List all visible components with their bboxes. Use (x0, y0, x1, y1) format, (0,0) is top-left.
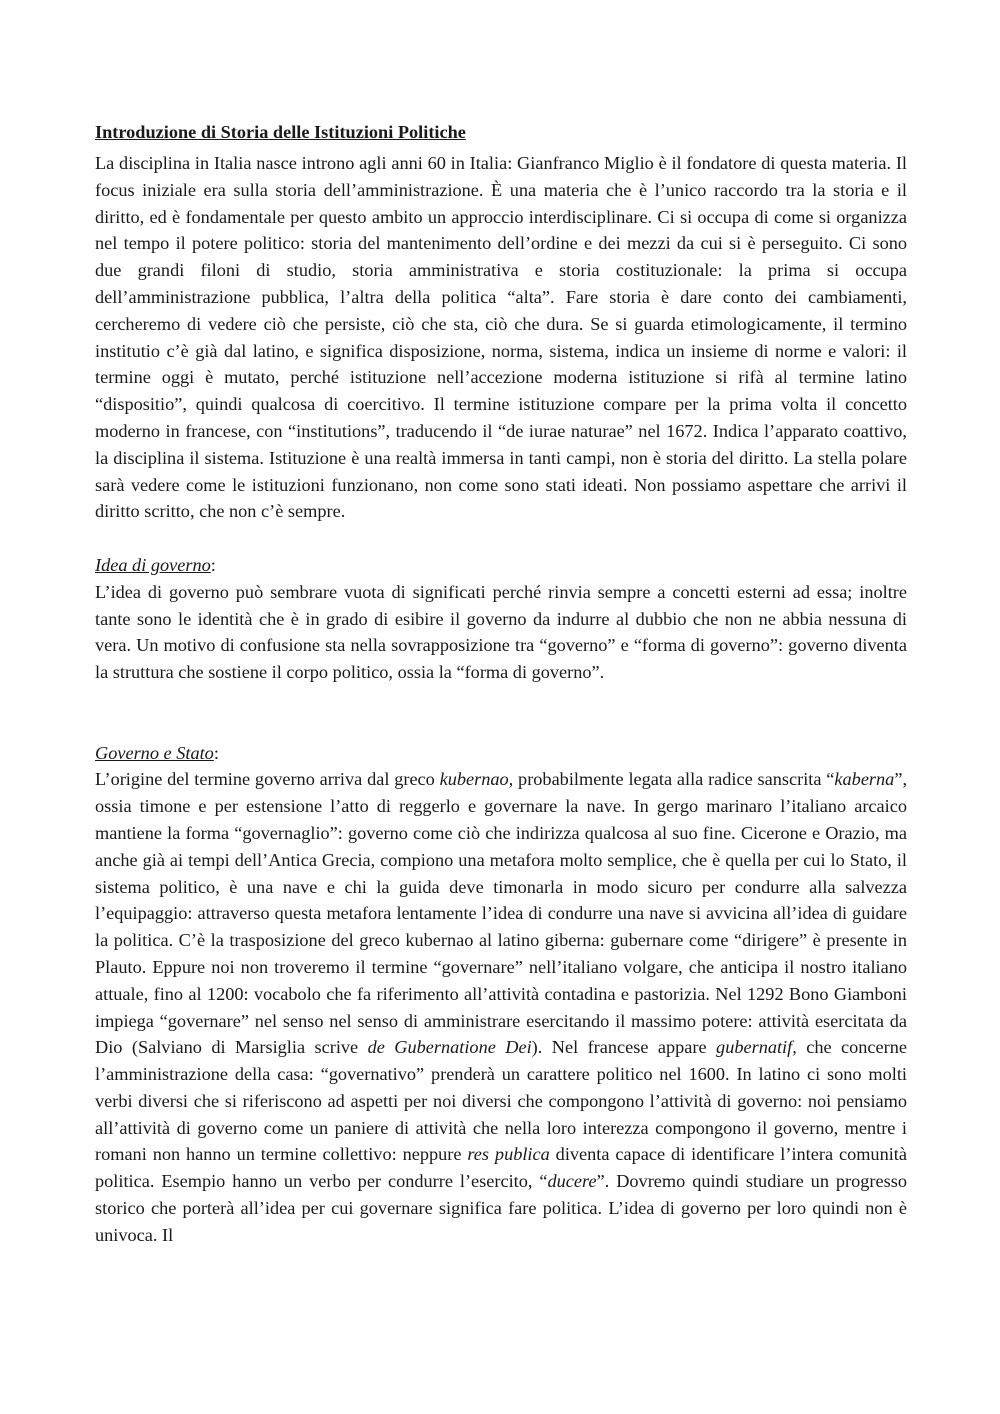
section-heading-governo-e-stato: Governo e Stato (95, 742, 214, 763)
body-text: che concerne l’amministrazione della casa: “governativo” prenderà un carattere politico nel 1600. In latino ci sono molti verbi diversi che si riferiscono ad aspetti per noi diversi che compongono l’attività di governo: noi pensiamo all’attività di governo come un paniere di attività che nella loro interezza compongono il governo, mentre i romani non hanno un termine collettivo: neppure (95, 1037, 907, 1165)
section-spacer (95, 686, 907, 740)
section-heading-idea-di-governo: Idea di governo (95, 554, 211, 575)
section-governo-e-stato-body (95, 766, 907, 1248)
italic-term: kaberna (834, 769, 895, 790)
body-text: diventa capace di identificare l’intera comunità politica. Esempio hanno un verbo per condurre l’esercito, “ (95, 1144, 907, 1192)
italic-term: res publica (467, 1144, 550, 1165)
intro-paragraph: La disciplina in Italia nasce introno agli anni 60 in Italia: Gianfranco Miglio è il fondatore di questa materia. Il focus iniziale era sulla storia dell’amministrazione. È una materia che è l’unico raccordo tra la storia e il diritto, ed è fondamentale per questo ambito un approccio interdisciplinare. Ci si occupa di come si organizza nel tempo il potere politico: storia del mantenimento dell’ordine e dei mezzi da cui si è perseguito. Ci sono due grandi filoni di studio, storia amministrativa e storia costituzionale: la prima si occupa dell’amministrazione pubblica, l’altra della politica “alta”. Fare storia è dare conto dei cambiamenti, cercheremo di vedere ciò che persiste, ciò che sta, ciò che dura. Se si guarda etimologicamente, il termino institutio c’è già dal latino, e significa disposizione, norma, sistema, indica un insieme di norme e valori: il termine oggi è mutato, perché istituzione nell’accezione moderna istituzione si rifà al termine latino “dispositio”, quindi qualcosa di coercitivo. Il termine istituzione compare per la prima volta il concetto moderno in francese, con “institutions”, traducendo il “de iurae naturae” nel 1672. Indica l’apparato coattivo, la disciplina il sistema. Istituzione è una realtà immersa in tanti campi, non è storia del diritto. La stella polare sarà vedere come le istituzioni funzionano, non come sono stati ideati. Non possiamo aspettare che arrivi il diritto scritto, che non c’è sempre. (95, 153, 907, 522)
body-text: ”. Dovremo quindi studiare un progresso storico che porterà all’idea per cui governare significa fare politica. L’idea di governo per loro quindi non è univoca. Il (95, 1171, 907, 1245)
heading-colon: : (213, 742, 219, 763)
italic-term: de Gubernatione Dei (367, 1037, 532, 1058)
section-governo-e-stato-heading-line (95, 740, 907, 767)
body-text: ). Nel francese appare (531, 1037, 717, 1058)
paragraph-spacer (95, 525, 907, 552)
document-title: Introduzione di Storia delle Istituzioni Politiche (95, 122, 466, 142)
document-body (95, 120, 907, 1249)
italic-term: kubernao, (439, 769, 514, 790)
italic-term: ducere (547, 1171, 597, 1192)
body-text: ”, ossia timone e per estensione l’atto di reggerlo e governare la nave. In gergo marinaro l’italiano arcaico mantiene la forma “governaglio”: governo come ciò che indirizza qualcosa al suo fine. Cicerone e Orazio, ma anche già ai tempi dell’Antica Grecia, compiono una metafora molto semplice, che è quella per cui lo Stato, il sistema politico, è una nave e chi la guida deve timonarla in modo sicuro per condurre alla salvezza l’equipaggio: attraverso questa metafora lentamente l’idea di condurre una nave si avvicina all’idea di guidare la politica. C’è la trasposizione del greco kubernao al latino giberna: gubernare come “dirigere” è presente in Plauto. Eppure noi non troveremo il termine “governare” nell’italiano volgare, che anticipa il nostro italiano attuale, fino al 1200: vocabolo che fa riferimento all’attività contadina e pastorizia. Nel 1292 Bono Giamboni impiega “governare” nel senso nel senso di amministrare esercitando il massimo potere: attività esercitata da Dio (Salviano di Marsiglia scrive (95, 769, 908, 1058)
body-text: L’origine del termine governo arriva dal greco (95, 769, 440, 790)
heading-colon: : (210, 554, 216, 575)
italic-term: gubernatif, (716, 1037, 797, 1058)
section-idea-di-governo-heading-line (95, 552, 907, 579)
body-text: probabilmente legata alla radice sanscrita “ (513, 769, 835, 790)
section-idea-di-governo-body: L’idea di governo può sembrare vuota di significati perché rinvia sempre a concetti esterni ad essa; inoltre tante sono le identità che è in grado di esibire il governo da indurre al dubbio che non ne abbia nessuna di vera. Un motivo di confusione sta nella sovrapposizione tra “governo” e “forma di governo”: governo diventa la struttura che sostiene il corpo politico, ossia la “forma di governo”. (95, 581, 907, 683)
